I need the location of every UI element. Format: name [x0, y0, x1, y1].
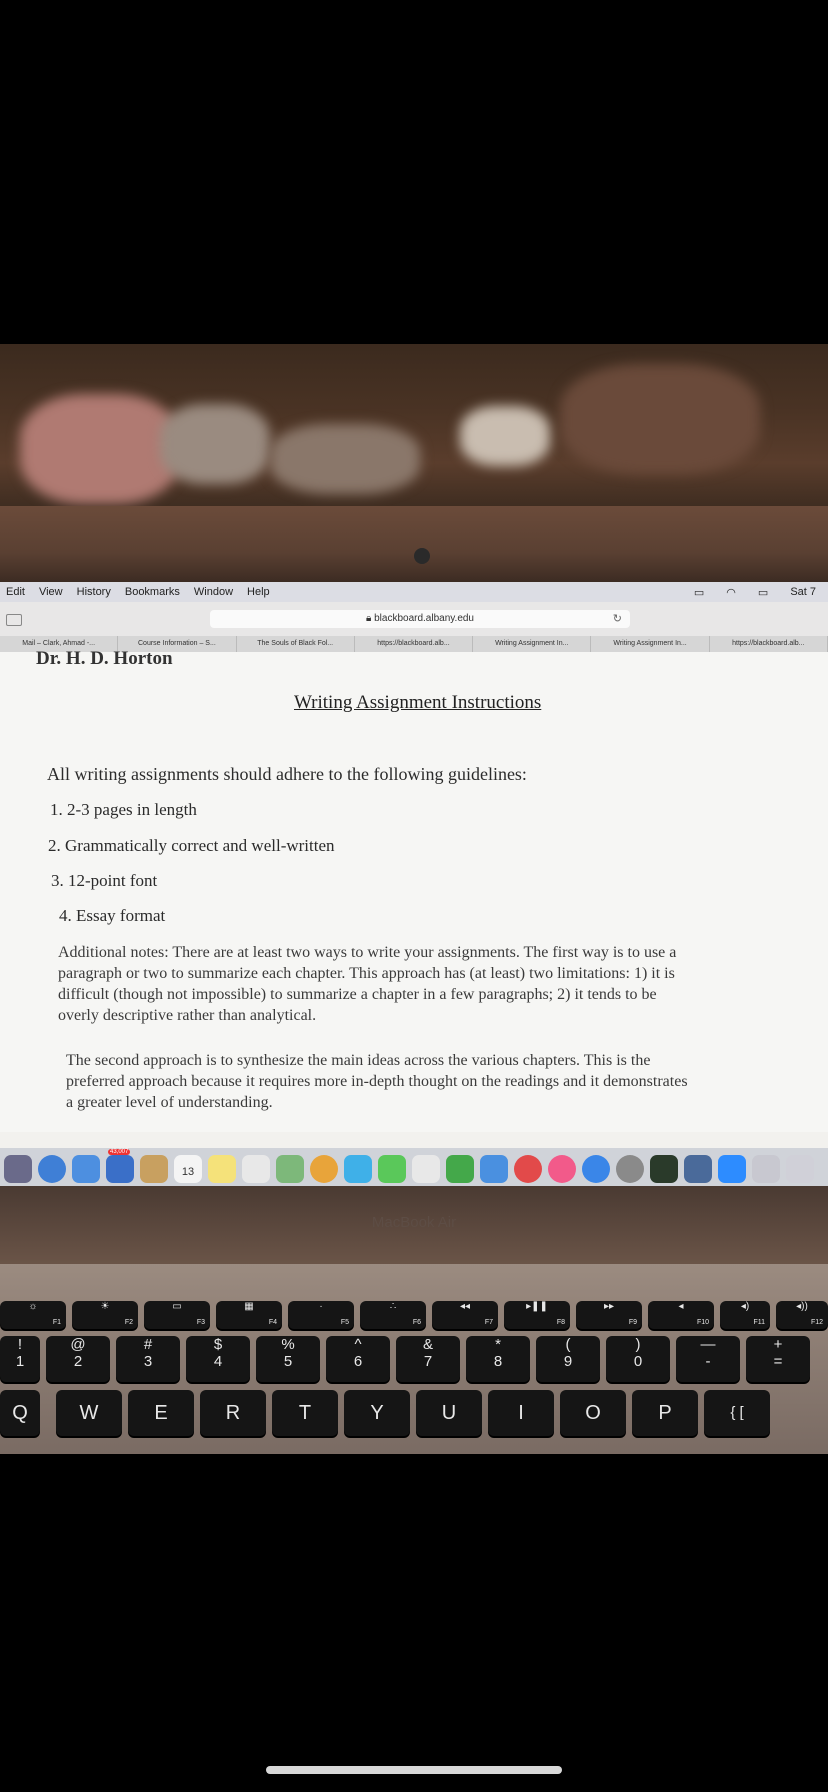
- key-u[interactable]: U: [416, 1390, 482, 1436]
- menu-edit[interactable]: Edit: [6, 586, 25, 598]
- key-shift-label: !: [17, 1336, 23, 1353]
- airplay-icon[interactable]: ▭: [693, 586, 705, 599]
- key-shift-label: &: [422, 1336, 433, 1353]
- key-label: 5: [283, 1353, 293, 1370]
- mail-icon[interactable]: [72, 1155, 100, 1183]
- key-shift-label: ^: [354, 1336, 362, 1353]
- key-label: F5: [340, 1319, 349, 1326]
- tab-souls-of-black-folk[interactable]: The Souls of Black Fol...: [237, 636, 355, 652]
- key-t[interactable]: T: [272, 1390, 338, 1436]
- key-label: F4: [268, 1319, 277, 1326]
- news-icon[interactable]: [514, 1155, 542, 1183]
- music-icon[interactable]: [548, 1155, 576, 1183]
- note-line: The second approach is to synthesize the main ideas across the various chapters. This is the: [66, 1052, 651, 1069]
- key-shift-label: (: [565, 1336, 571, 1353]
- key-f9[interactable]: [576, 1301, 642, 1329]
- document-title: Writing Assignment Instructions: [294, 692, 542, 713]
- key-f10[interactable]: [648, 1301, 714, 1329]
- key-label: F11: [753, 1319, 765, 1326]
- key-2[interactable]: [46, 1336, 110, 1382]
- key-label: F2: [124, 1319, 133, 1326]
- trash-icon[interactable]: [786, 1155, 814, 1183]
- key-label: F10: [696, 1319, 709, 1326]
- laptop-lower-bezel: [0, 1186, 828, 1266]
- laptop-screen: [0, 582, 828, 1188]
- key-label: 0: [633, 1353, 643, 1370]
- mute-icon: ◂: [678, 1301, 684, 1312]
- macos-dock: [0, 1148, 828, 1188]
- mail-badge-icon[interactable]: [106, 1149, 134, 1183]
- key-y[interactable]: Y: [344, 1390, 410, 1436]
- key-f11[interactable]: [720, 1301, 770, 1329]
- brightness-down-icon: ☼: [28, 1301, 38, 1312]
- tab-mail[interactable]: Mail – Clark, Ahmad -...: [0, 636, 118, 652]
- maps-icon[interactable]: [276, 1155, 304, 1183]
- key-label: 4: [213, 1353, 223, 1370]
- menubar-clock[interactable]: Sat 7: [790, 586, 816, 598]
- menu-help[interactable]: Help: [247, 586, 270, 598]
- keyboard-light-down-icon: ·: [319, 1301, 323, 1312]
- volume-up-icon: ◂)): [796, 1301, 808, 1312]
- key-4[interactable]: [186, 1336, 250, 1382]
- key-f1[interactable]: [0, 1301, 66, 1329]
- battery-icon[interactable]: ▭: [757, 586, 769, 599]
- webcam-icon: [414, 548, 430, 564]
- key-label: F6: [412, 1319, 421, 1326]
- keynote-icon[interactable]: [412, 1155, 440, 1183]
- guideline-item: 1. 2-3 pages in length: [50, 800, 197, 819]
- rewind-icon: ◂◂: [459, 1301, 471, 1312]
- key-shift-label: *: [495, 1336, 501, 1353]
- key-f7[interactable]: [432, 1301, 498, 1329]
- intro-text: All writing assignments should adhere to the following guidelines:: [47, 764, 527, 784]
- pages-icon[interactable]: [480, 1155, 508, 1183]
- key-label: 1: [15, 1353, 25, 1370]
- key-label: F9: [628, 1319, 637, 1326]
- brightness-up-icon: ☀: [100, 1301, 110, 1312]
- key-f4[interactable]: [216, 1301, 282, 1329]
- key-label: F3: [196, 1319, 205, 1326]
- laptop-bezel: [0, 506, 828, 584]
- note-line: paragraph or two to summarize each chapter. This approach has (at least) two limitations: 1) it is: [58, 965, 675, 982]
- wifi-icon[interactable]: ◠: [726, 586, 736, 599]
- keyboard-deck: [0, 1264, 828, 1454]
- key-6[interactable]: [326, 1336, 390, 1382]
- macos-menubar: [0, 582, 828, 602]
- key-f6[interactable]: [360, 1301, 426, 1329]
- facetime-icon[interactable]: [378, 1155, 406, 1183]
- key-f8[interactable]: [504, 1301, 570, 1329]
- photos-icon[interactable]: [310, 1155, 338, 1183]
- guideline-item: 4. Essay format: [59, 906, 166, 925]
- key-label: =: [773, 1353, 783, 1370]
- second-approach-note: [66, 1050, 688, 1113]
- key-7[interactable]: [396, 1336, 460, 1382]
- note-line: a greater level of understanding.: [66, 1094, 273, 1111]
- note-line: overly descriptive rather than analytical.: [58, 1007, 317, 1024]
- tab-blackboard-1[interactable]: https://blackboard.alb...: [355, 636, 473, 652]
- key-0[interactable]: [606, 1336, 670, 1382]
- fast-forward-icon: ▸▸: [603, 1301, 615, 1312]
- mail-badge: 43,007: [110, 1149, 129, 1155]
- tab-course-info[interactable]: Course Information – S...: [118, 636, 236, 652]
- key-1[interactable]: [0, 1336, 40, 1382]
- room-background: [0, 344, 828, 514]
- calendar-date: 13: [181, 1166, 195, 1178]
- launchpad-key-icon: ▦: [244, 1301, 254, 1312]
- key-shift-label: #: [143, 1336, 153, 1353]
- play-pause-icon: ▸❚❚: [526, 1301, 548, 1312]
- key-label: 2: [73, 1353, 83, 1370]
- key-shift-label: @: [70, 1336, 86, 1353]
- system-preferences-icon[interactable]: [616, 1155, 644, 1183]
- key-f12[interactable]: [776, 1301, 828, 1329]
- key-w[interactable]: W: [56, 1390, 122, 1436]
- key-label: F1: [52, 1319, 61, 1326]
- key-q[interactable]: Q: [0, 1390, 40, 1436]
- key-p[interactable]: P: [632, 1390, 698, 1436]
- reminders-icon[interactable]: [242, 1155, 270, 1183]
- key-label: F8: [556, 1319, 565, 1326]
- key-bracket[interactable]: { [: [704, 1390, 770, 1436]
- menu-bookmarks[interactable]: Bookmarks: [124, 586, 180, 598]
- author-name: Dr. H. D. Horton: [36, 648, 173, 669]
- browser-toolbar: [0, 602, 828, 637]
- key-equals[interactable]: [746, 1336, 810, 1382]
- menu-view[interactable]: View: [38, 586, 63, 598]
- key-e[interactable]: E: [128, 1390, 194, 1436]
- downloads-folder-icon[interactable]: [752, 1155, 780, 1183]
- menubar-status-area: [688, 582, 828, 602]
- key-shift-label: —: [700, 1336, 716, 1353]
- key-label: 7: [423, 1353, 433, 1370]
- launchpad-icon[interactable]: [4, 1155, 32, 1183]
- key-8[interactable]: [466, 1336, 530, 1382]
- key-label: 3: [143, 1353, 153, 1370]
- keyboard-light-up-icon: ∴: [389, 1301, 397, 1312]
- menu-window[interactable]: Window: [193, 586, 234, 598]
- home-indicator[interactable]: [266, 1766, 562, 1774]
- key-label: 6: [353, 1353, 363, 1370]
- calendar-icon[interactable]: [174, 1155, 202, 1183]
- tab-writing-assignment-2[interactable]: Writing Assignment In...: [591, 636, 709, 652]
- safari-icon[interactable]: [38, 1155, 66, 1183]
- document-page: [0, 648, 828, 1132]
- note-line: preferred approach because it requires more in-depth thought on the readings and it demonstrates: [66, 1073, 688, 1090]
- activity-monitor-icon[interactable]: [650, 1155, 678, 1183]
- key-label: F7: [484, 1319, 493, 1326]
- address-bar[interactable]: [210, 610, 630, 628]
- tab-writing-assignment-1[interactable]: Writing Assignment In...: [473, 636, 591, 652]
- key-5[interactable]: [256, 1336, 320, 1382]
- key-shift-label: ): [635, 1336, 641, 1353]
- app-store-icon[interactable]: [582, 1155, 610, 1183]
- zoom-icon[interactable]: [718, 1155, 746, 1183]
- additional-notes: [58, 942, 676, 1026]
- key-shift-label: %: [281, 1336, 295, 1353]
- notes-icon[interactable]: [208, 1155, 236, 1183]
- sidebar-toggle-icon[interactable]: [6, 614, 22, 626]
- key-label: 9: [563, 1353, 573, 1370]
- key-9[interactable]: [536, 1336, 600, 1382]
- volume-down-icon: ◂): [740, 1301, 750, 1312]
- menu-history[interactable]: History: [76, 586, 111, 598]
- numbers-icon[interactable]: [446, 1155, 474, 1183]
- key-o[interactable]: O: [560, 1390, 626, 1436]
- guideline-item: 3. 12-point font: [51, 871, 158, 890]
- key-3[interactable]: [116, 1336, 180, 1382]
- note-line: difficult (though not impossible) to summarize a chapter in a few paragraphs; 2) it tends to be: [58, 986, 657, 1003]
- mission-control-icon: ▭: [172, 1301, 182, 1312]
- key-label: F12: [810, 1319, 823, 1326]
- guideline-item: 2. Grammatically correct and well-written: [48, 836, 335, 855]
- url-text: blackboard.albany.edu: [374, 613, 474, 624]
- contacts-icon[interactable]: [140, 1155, 168, 1183]
- key-f2[interactable]: [72, 1301, 138, 1329]
- key-shift-label: $: [213, 1336, 223, 1353]
- messages-icon[interactable]: [344, 1155, 372, 1183]
- key-r[interactable]: R: [200, 1390, 266, 1436]
- note-line: Additional notes: There are at least two ways to write your assignments. The first way is to use a: [58, 944, 677, 961]
- preview-icon[interactable]: [684, 1155, 712, 1183]
- laptop-brand-label: MacBook Air: [371, 1214, 457, 1231]
- key-shift-label: +: [773, 1336, 783, 1353]
- key-f5[interactable]: [288, 1301, 354, 1329]
- tab-blackboard-2[interactable]: https://blackboard.alb...: [710, 636, 828, 652]
- reload-icon[interactable]: ↻: [612, 613, 622, 625]
- key-minus[interactable]: [676, 1336, 740, 1382]
- key-f3[interactable]: [144, 1301, 210, 1329]
- lock-icon: 🔒︎: [366, 613, 375, 624]
- key-label: 8: [493, 1353, 503, 1370]
- key-i[interactable]: I: [488, 1390, 554, 1436]
- key-label: -: [705, 1353, 711, 1370]
